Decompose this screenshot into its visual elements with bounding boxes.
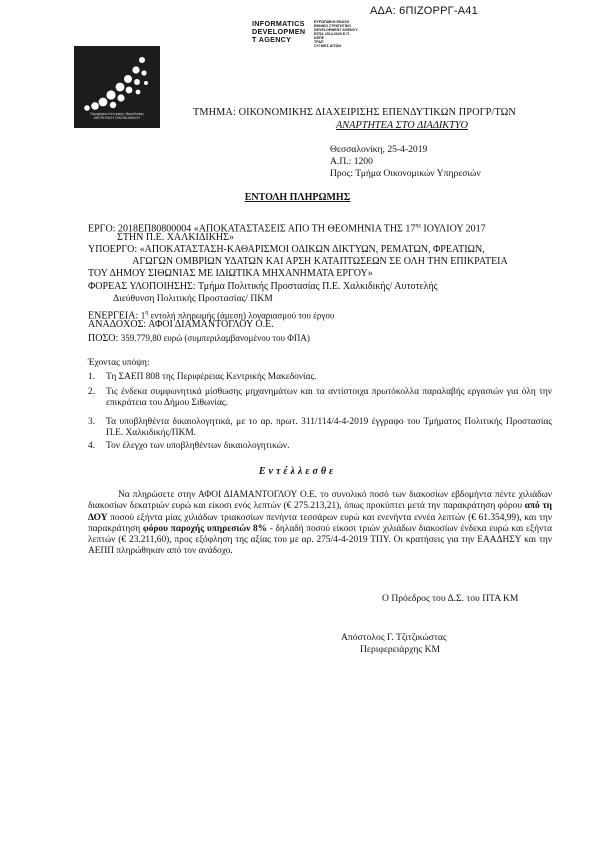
list-item: 4. Τον έλεγχο των υποβληθέντων δικαιολογητικών. xyxy=(88,441,290,451)
chair-signature-line: Ο Πρόεδρος του Δ.Σ. του ΠΤΑ ΚΜ xyxy=(382,593,519,604)
recipient: Προς: Τμήμα Οικονομικών Υπηρεσιών xyxy=(330,168,481,179)
posted-online-note: ΑΝΑΡΤΗΤΕΑ ΣΤΟ ΔΙΑΔΙΚΤΥΟ xyxy=(336,120,468,131)
ergo-line: ΕΡΓΟ: 2018ΕΠ80800004 «ΑΠΟΚΑΤΑΣΤΑΣΕΙΣ ΑΠΟ ΤΗ ΘΕΟΜΗΝΙΑ ΤΗΣ $17^{\eta\varsigma}$ ΙΟΥΛΙΟΥ 2017 xyxy=(88,223,486,235)
agency-logo xyxy=(74,46,160,128)
ypoergo-line-2: ΑΓΩΓΩΝ ΟΜΒΡΙΩΝ ΥΔΑΤΩΝ ΚΑΙ ΑΡΣΗ ΚΑΤΑΠΤΩΣΕΩΝ ΣΕ ΟΛΗ ΤΗΝ ΕΠΙΚΡΑΤΕΙΑ xyxy=(132,256,508,267)
signatory-role: Περιφερειάρχης ΚΜ xyxy=(360,644,441,655)
order-heading: Εντέλλεσθε xyxy=(258,466,337,477)
foreas-line-2: Διεύθυνση Πολιτικής Προστασίας/ ΠΚΜ xyxy=(113,293,273,304)
protocol-number: Α.Π.: 1200 xyxy=(330,156,373,167)
place-date: Θεσσαλονίκη, 25-4-2019 xyxy=(330,144,428,155)
foreas-line: ΦΟΡΕΑΣ ΥΛΟΠΟΙΗΣΗΣ: Τμήμα Πολιτικής Προστασίας Π.Ε. Χαλκιδικής/ Αυτοτελής xyxy=(88,281,438,292)
list-item: 2. Τις ένδεκα συμφωνητικά μίσθωσης μηχανημάτων και τα αντίστοιχα πρωτόκολλα παραλαβής εργασιών για όλη την επικράτεια του Δήμου Σιθωνίας. xyxy=(88,387,552,409)
list-item: 1. Τη ΣΑΕΠ 808 της Περιφέρειας Κεντρικής Μακεδονίας. xyxy=(88,372,317,382)
anadoxos-line: ΑΝΑΔΟΧΟΣ: ΑΦΟΙ ΔΙΑΜΑΝΤΟΓΛΟΥ Ο.Ε. xyxy=(88,319,274,330)
department-heading: ΤΜΗΜΑ: ΟΙΚΟΝΟΜΙΚΗΣ ΔΙΑΧΕΙΡΙΣΗΣ ΕΠΕΝΔΥΤΙΚΩΝ ΠΡΟΓΡ/ΤΩΝ xyxy=(193,107,516,118)
considering-heading: Έχοντας υπόψη: xyxy=(88,358,150,368)
agency-subtext: ΕΥΡΩΠΑΪΚΗ ΕΝΩΣΗ ΕΘΝΙΚΟ ΣΤΡΑΤΗΓΙΚΟ DEVELOPMENT AGENCY ΕΣΠΑ 2014-2020 Ε.Π. ΚΕΠΕ ΤΡΑΠ ΣΥΓΚΙΕΣ ΑΙΤΩΝ xyxy=(314,20,358,48)
ergo-line-2: ΣΤΗΝ Π.Ε. ΧΑΛΚΙΔΙΚΗΣ» xyxy=(117,232,234,243)
logo-caption: Περιφέρεια Κεντρικής Μακεδονίας ΔΙΕΥΘΥΝΣΗ ΟΙΚΟΝΟΜΙΚΟΥ xyxy=(90,112,144,120)
agency-name: INFORMATICS DEVELOPMEN T AGENCY xyxy=(252,19,306,44)
poso-line: ΠΟΣΟ: 359.779,80 ευρώ (συμπεριλαμβανομένου του ΦΠΑ) xyxy=(88,333,310,344)
ada-code: ΑΔΑ: 6ΠΙΖΟΡΡΓ-Α41 xyxy=(370,5,478,17)
ypoergo-line-3: ΤΟΥ ΔΗΜΟΥ ΣΙΘΩΝΙΑΣ ΜΕ ΙΔΙΩΤΙΚΑ ΜΗΧΑΝΗΜΑΤΑ ΕΡΓΟΥ» xyxy=(88,268,373,279)
dots-logo-icon xyxy=(74,46,160,112)
list-item: 3. Τα υποβληθέντα δικαιολογητικά, με το αρ. πρωτ. 311/114/4-4-2019 έγγραφο του Τμήματος Πολιτικής Προστασίας Π.Ε. Χαλκιδικής/ΠΚΜ. xyxy=(88,417,552,439)
ypoergo-line: ΥΠΟΕΡΓΟ: «ΑΠΟΚΑΤΑΣΤΑΣΗ-ΚΑΘΑΡΙΣΜΟΙ ΟΔΙΚΩΝ ΔΙΚΤΥΩΝ, ΡΕΜΑΤΩΝ, ΦΡΕΑΤΙΩΝ, xyxy=(88,244,485,255)
signatory-name: Απόστολος Γ. Τζιτζικώστας xyxy=(341,632,447,643)
document-title: ΕΝΤΟΛΗ ΠΛΗΡΩΜΗΣ xyxy=(244,192,351,203)
payment-order-paragraph: Να πληρώσετε στην ΑΦΟΙ ΔΙΑΜΑΝΤΟΓΛΟΥ Ο.Ε. το συνολικό ποσό των διακοσίων εβδομήντα πέντε χιλιάδων διακοσίων δεκατριών ευρώ και είκοσι ενός λεπτών (€ 275.213,21), όπως προκύπτει μετά την παρακράτηση φόρου από τη ΔΟΥ ποσού εξήντα μίας χιλιάδων τριακοσίων πενήντα τεσσάρων ευρώ και ενενήντα εννέα λεπτών (€ 61.354,99), και την παρακράτηση φόρου παροχής υπηρεσιών 8% - δηλαδή ποσού είκοσι τριών χιλιάδων διακοσίων ένδεκα ευρώ και εξήντα λεπτών (€ 23.211,60), προς εξόφληση της αξίας του με αρ. 275/4-4-2019 ΤΠΥ. Οι κρατήσεις για την ΕΑΑΔΗΣΥ και την ΑΕΠΠ πληρώθηκαν από τον ανάδοχο. xyxy=(88,490,552,557)
energeia-line: ΕΝΕΡΓΕΙΑ: $1^\eta$ εντολή πληρωμής (άμεση) λογαριασμού του έργου xyxy=(88,310,335,322)
